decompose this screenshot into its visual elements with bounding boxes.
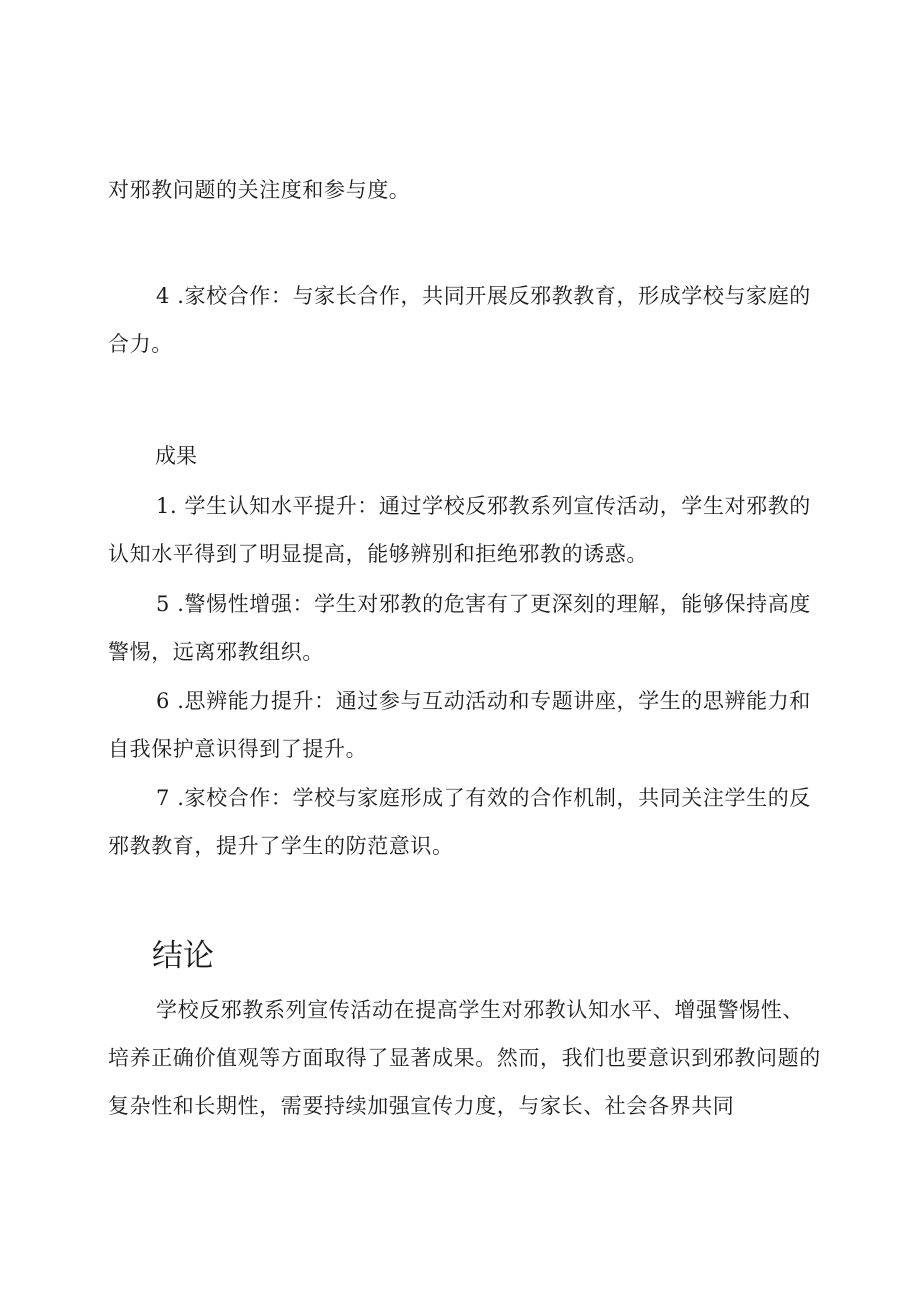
- results-item-5: 5 .警惕性增强：学生对邪教的危害有了更深刻的理解，能够保持高度警惕，远离邪教组织。: [108, 592, 811, 664]
- measures-item-4: 4 .家校合作：与家长合作，共同开展反邪教教育，形成学校与家庭的合力。: [108, 284, 811, 356]
- results-item-7: 7 .家校合作：学校与家庭形成了有效的合作机制，共同关注学生的反邪教教育，提升了学生的防范意识。: [108, 786, 811, 858]
- results-label: 成果: [155, 444, 197, 468]
- continuation-paragraph: 对邪教问题的关注度和参与度。: [108, 178, 411, 202]
- conclusion-heading: 结论: [152, 938, 214, 974]
- results-item-6: 6 .思辨能力提升：通过参与互动活动和专题讲座，学生的思辨能力和自我保护意识得到了提升。: [108, 689, 811, 761]
- results-item-1: 1. 学生认知水平提升：通过学校反邪教系列宣传活动，学生对邪教的认知水平得到了明显提高，能够辨别和拒绝邪教的诱惑。: [108, 494, 811, 566]
- conclusion-paragraph: 学校反邪教系列宣传活动在提高学生对邪教认知水平、增强警惕性、培养正确价值观等方面取得了显著成果。然而，我们也要意识到邪教问题的复杂性和长期性，需要持续加强宣传力度，与家长、社会各界共同: [108, 998, 821, 1118]
